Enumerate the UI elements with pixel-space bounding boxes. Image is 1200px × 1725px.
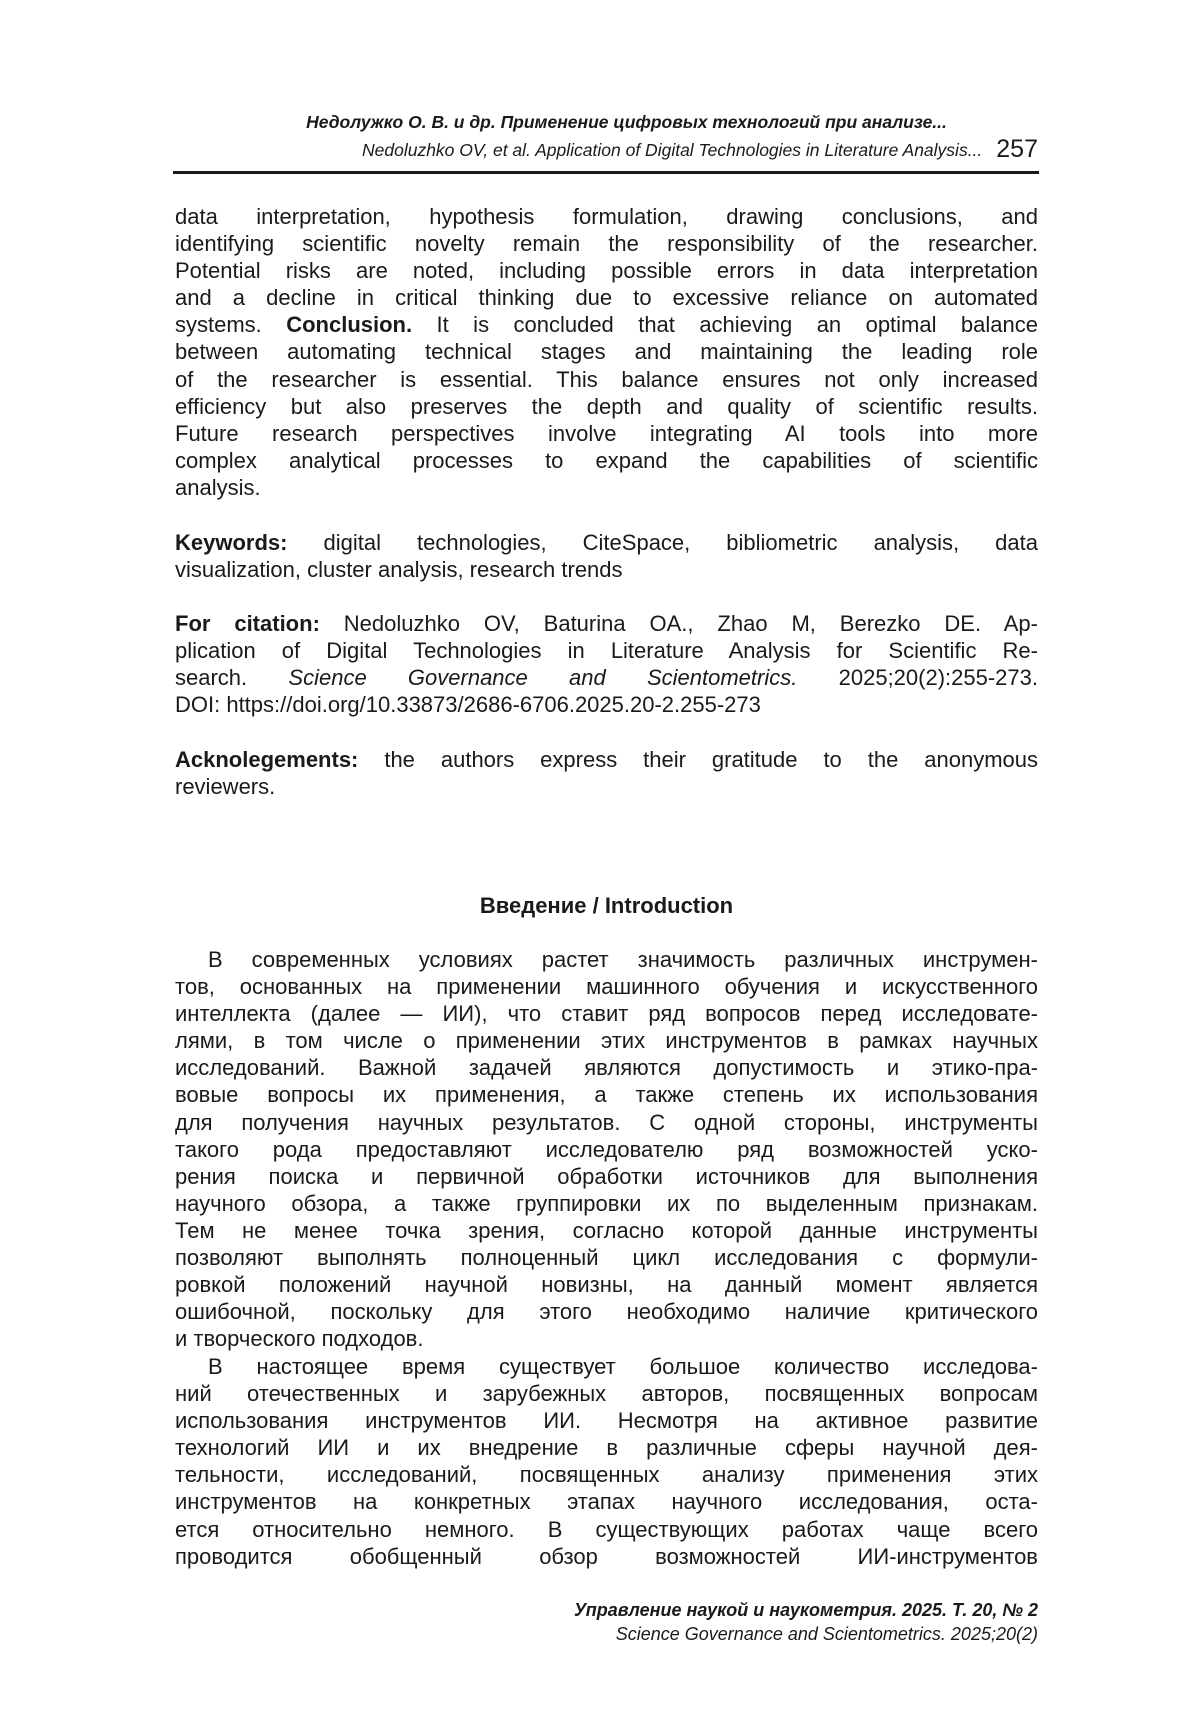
- text-run: лями, в том числе о применении этих инструментов в рамках научных: [175, 1028, 1038, 1053]
- text-line: [175, 366, 1038, 393]
- running-footer: [574, 1600, 1038, 1645]
- text-run: search.: [175, 665, 288, 690]
- italic-text: Science Governance and Scientometrics.: [288, 665, 797, 690]
- text-line: [175, 257, 1038, 284]
- text-run: для получения научных результатов. С одной стороны, инструменты: [175, 1110, 1038, 1135]
- intro-paragraph-1: [175, 946, 1038, 1352]
- text-line: [175, 1244, 1038, 1271]
- text-run: и творческого подходов.: [175, 1326, 423, 1351]
- footer-en: Science Governance and Scientometrics. 2025;20(2): [574, 1624, 1038, 1645]
- text-run: It is concluded that achieving an optimal balance: [412, 312, 1038, 337]
- text-line: [175, 1516, 1038, 1543]
- header-rule: [173, 171, 1039, 174]
- acknowledgements: [175, 746, 1038, 800]
- text-line: [175, 1000, 1038, 1027]
- text-run: reviewers.: [175, 774, 275, 799]
- text-line: [175, 1190, 1038, 1217]
- bold-label: For citation:: [175, 611, 320, 636]
- running-header-ru: Недолужко О. В. и др. Применение цифровых технологий при анализе...: [175, 112, 1038, 133]
- text-run: visualization, cluster analysis, research trends: [175, 557, 623, 582]
- text-run: of the researcher is essential. This balance ensures not only increased: [175, 367, 1038, 392]
- text-line: [175, 1407, 1038, 1434]
- text-run: тов, основанных на применении машинного обучения и искусственного: [175, 974, 1038, 999]
- text-run: Potential risks are noted, including possible errors in data interpretation: [175, 258, 1038, 283]
- text-run: ется относительно немного. В существующих работах чаще всего: [175, 1517, 1038, 1542]
- text-line: [175, 773, 1038, 800]
- keywords: [175, 529, 1038, 583]
- text-line: [175, 1298, 1038, 1325]
- text-run: Тем не менее точка зрения, согласно которой данные инструменты: [175, 1218, 1038, 1243]
- text-run: 2025;20(2):255-273.: [797, 665, 1038, 690]
- text-line: [175, 338, 1038, 365]
- bold-label: Conclusion.: [286, 312, 412, 337]
- text-line: [175, 1217, 1038, 1244]
- citation: [175, 610, 1038, 718]
- text-run: between automating technical stages and maintaining the leading role: [175, 339, 1038, 364]
- text-line: [175, 746, 1038, 773]
- text-line: [175, 556, 1038, 583]
- text-run: В современных условиях растет значимость различных инструмен-: [208, 947, 1038, 972]
- abstract-continuation: [175, 203, 1038, 501]
- text-line: [175, 1461, 1038, 1488]
- footer-ru: Управление наукой и наукометрия. 2025. Т. 20, № 2: [574, 1600, 1038, 1621]
- text-run: научного обзора, а также группировки их по выделенным признакам.: [175, 1191, 1038, 1216]
- text-run: интеллекта (далее — ИИ), что ставит ряд вопросов перед исследовате-: [175, 1001, 1038, 1026]
- text-line: [175, 420, 1038, 447]
- text-run: вовые вопросы их применения, а также степень их использования: [175, 1082, 1038, 1107]
- text-run: complex analytical processes to expand the capabilities of scientific: [175, 448, 1038, 473]
- text-run: Future research perspectives involve integrating AI tools into more: [175, 421, 1038, 446]
- text-run: plication of Digital Technologies in Literature Analysis for Scientific Re-: [175, 638, 1038, 663]
- text-line: [175, 1271, 1038, 1298]
- running-header: [175, 112, 1038, 161]
- text-run: позволяют выполнять полноценный цикл исследования с формули-: [175, 1245, 1038, 1270]
- text-line: [175, 1136, 1038, 1163]
- text-line: [175, 1543, 1038, 1570]
- text-run: рения поиска и первичной обработки источников для выполнения: [175, 1164, 1038, 1189]
- text-run: identifying scientific novelty remain the responsibility of the researcher.: [175, 231, 1038, 256]
- text-run: В настоящее время существует большое количество исследова-: [208, 1354, 1038, 1379]
- text-line: [175, 1488, 1038, 1515]
- text-line: [175, 1380, 1038, 1407]
- section-heading: Введение / Introduction: [175, 893, 1038, 919]
- text-line: [175, 637, 1038, 664]
- text-run: инструментов на конкретных этапах научного исследования, оста-: [175, 1489, 1038, 1514]
- page-number: 257: [996, 137, 1038, 161]
- text-run: ошибочной, поскольку для этого необходимо наличие критического: [175, 1299, 1038, 1324]
- text-line: [175, 203, 1038, 230]
- text-run: тельности, исследований, посвященных анализу применения этих: [175, 1462, 1038, 1487]
- text-run: Nedoluzhko OV, Baturina OA., Zhao M, Berezko DE. Ap-: [320, 611, 1038, 636]
- text-line: [175, 664, 1038, 691]
- text-line: [175, 973, 1038, 1000]
- text-line: [175, 311, 1038, 338]
- text-run: технологий ИИ и их внедрение в различные сферы научной дея-: [175, 1435, 1038, 1460]
- text-run: такого рода предоставляют исследователю ряд возможностей уско-: [175, 1137, 1038, 1162]
- text-run: ний отечественных и зарубежных авторов, посвященных вопросам: [175, 1381, 1038, 1406]
- bold-label: Acknolegements:: [175, 747, 358, 772]
- text-line: [175, 529, 1038, 556]
- text-line: [175, 1109, 1038, 1136]
- text-run: systems.: [175, 312, 286, 337]
- text-run: ровкой положений научной новизны, на данный момент является: [175, 1272, 1038, 1297]
- text-line: [175, 284, 1038, 311]
- text-line: [175, 1325, 1038, 1352]
- text-line: [175, 447, 1038, 474]
- text-line: [175, 1353, 1038, 1380]
- text-run: digital technologies, CiteSpace, bibliometric analysis, data: [287, 530, 1038, 555]
- text-run: and a decline in critical thinking due to excessive reliance on automated: [175, 285, 1038, 310]
- text-line: [175, 1081, 1038, 1108]
- text-line: [175, 1027, 1038, 1054]
- text-run: analysis.: [175, 475, 261, 500]
- text-run: исследований. Важной задачей являются допустимость и этико-пра-: [175, 1055, 1038, 1080]
- text-run: проводится обобщенный обзор возможностей ИИ-инструментов: [175, 1544, 1038, 1569]
- text-run: data interpretation, hypothesis formulation, drawing conclusions, and: [175, 204, 1038, 229]
- text-line: [175, 1054, 1038, 1081]
- text-run: DOI: https://doi.org/10.33873/2686-6706.2025.20-2.255-273: [175, 692, 761, 717]
- text-line: [175, 1434, 1038, 1461]
- text-run: the authors express their gratitude to the anonymous: [358, 747, 1038, 772]
- intro-paragraph-2: [175, 1353, 1038, 1570]
- text-line: [175, 230, 1038, 257]
- text-line: [175, 474, 1038, 501]
- text-line: [175, 610, 1038, 637]
- text-run: использования инструментов ИИ. Несмотря на активное развитие: [175, 1408, 1038, 1433]
- bold-label: Keywords:: [175, 530, 287, 555]
- text-line: [175, 946, 1038, 973]
- text-run: efficiency but also preserves the depth and quality of scientific results.: [175, 394, 1038, 419]
- text-line: [175, 691, 1038, 718]
- running-header-en: Nedoluzhko OV, et al. Application of Digital Technologies in Literature Analysis...: [362, 140, 982, 161]
- text-line: [175, 393, 1038, 420]
- text-line: [175, 1163, 1038, 1190]
